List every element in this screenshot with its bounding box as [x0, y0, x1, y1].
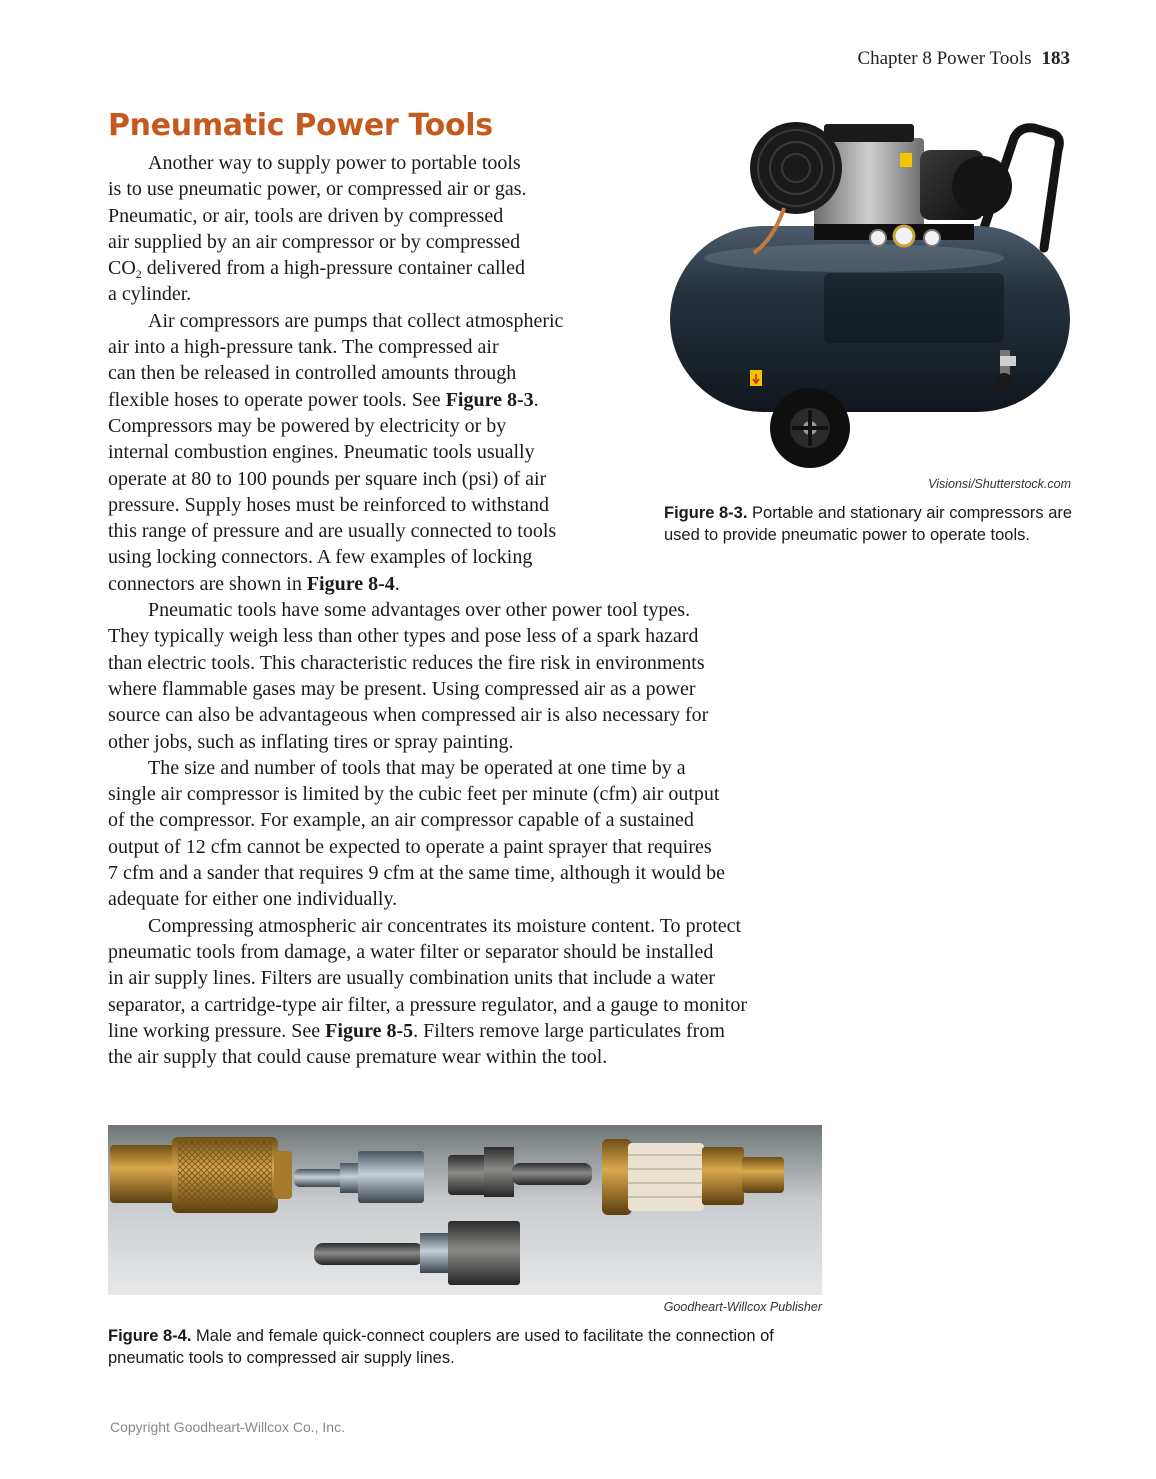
body-line: Air compressors are pumps that collect atmospheric [148, 309, 564, 332]
couplers-image [108, 1125, 822, 1295]
figure-label: Figure 8-3. [664, 504, 748, 522]
section-title: Pneumatic Power Tools [108, 108, 493, 143]
body-line: is to use pneumatic power, or compressed air or gas. [108, 178, 527, 201]
body-text-segment: delivered from a high-pressure container called [141, 257, 525, 280]
body-line [108, 1018, 747, 1044]
body-line [108, 255, 747, 281]
body-line: than electric tools. This characteristic reduces the fire risk in environments [108, 651, 705, 674]
chapter-title: Chapter 8 Power Tools [857, 48, 1032, 69]
body-line: pressure. Supply hoses must be reinforced to withstand [108, 493, 550, 516]
body-line: Pneumatic tools have some advantages over other power tool types. [148, 599, 691, 622]
body-text-segment: flexible hoses to operate power tools. See [108, 388, 446, 411]
gauge [924, 230, 940, 246]
body-line: Pneumatic, or air, tools are driven by compressed [108, 204, 504, 227]
gauge [894, 226, 914, 246]
co2-text: CO [108, 257, 136, 280]
body-text [108, 150, 747, 1070]
body-line: source can also be advantageous when compressed air is also necessary for [108, 704, 709, 727]
body-line: Compressors may be powered by electricity or by [108, 414, 507, 437]
fan-guard [750, 122, 842, 214]
body-line: separator, a cartridge-type air filter, a pressure regulator, and a gauge to monitor [108, 993, 747, 1016]
body-line: 7 cfm and a sander that requires 9 cfm at the same time, although it would be [108, 862, 726, 885]
body-line: operate at 80 to 100 pounds per square inch (psi) of air [108, 467, 547, 490]
body-text-segment: line working pressure. See [108, 1019, 326, 1042]
figure-caption [108, 1325, 828, 1369]
body-line [108, 571, 747, 597]
air-compressor-image [664, 98, 1076, 474]
photo-credit: Goodheart-Willcox Publisher [663, 1300, 822, 1314]
body-line: of the compressor. For example, an air compressor capable of a sustained [108, 809, 694, 832]
co2-subscript: 2 [135, 267, 142, 282]
caption-text: Male and female quick-connect couplers are used to facilitate the connection of pneumatic tools to compressed air supply lines. [108, 1327, 774, 1367]
brass-female-coupler [110, 1137, 292, 1213]
figure-reference: Figure 8-4 [306, 572, 395, 595]
body-line: can then be released in controlled amounts through [108, 362, 517, 385]
body-line: The size and number of tools that may be operated at one time by a [148, 756, 686, 779]
body-line: in air supply lines. Filters are usually combination units that include a water [108, 967, 716, 990]
figure-reference: Figure 8-5 [325, 1019, 414, 1042]
body-line: using locking connectors. A few examples of locking [108, 546, 533, 569]
figure-label: Figure 8-4. [108, 1327, 192, 1345]
body-text-segment: . [394, 572, 400, 595]
caster [995, 373, 1013, 391]
body-text-segment: connectors are shown in [108, 572, 307, 595]
body-text-segment: . Filters remove large particulates from [413, 1019, 725, 1042]
body-line: Compressing atmospheric air concentrates its moisture content. To protect [148, 914, 742, 937]
figure-caption [664, 502, 1074, 546]
body-line: They typically weigh less than other types and pose less of a spark hazard [108, 625, 699, 648]
body-line: single air compressor is limited by the cubic feet per minute (cfm) air output [108, 783, 720, 806]
body-line: air into a high-pressure tank. The compressed air [108, 336, 499, 359]
running-head [857, 48, 1070, 70]
body-line: other jobs, such as inflating tires or spray painting. [108, 730, 514, 753]
body-line [108, 387, 747, 413]
figure-reference: Figure 8-3 [445, 388, 534, 411]
body-line: this range of pressure and are usually connected to tools [108, 520, 557, 543]
body-text-segment: . [533, 388, 539, 411]
body-line: a cylinder. [108, 283, 192, 306]
body-line: the air supply that could cause premature wear within the tool. [108, 1046, 608, 1069]
copyright-notice: Copyright Goodheart-Willcox Co., Inc. [110, 1419, 345, 1435]
gauge [870, 230, 886, 246]
body-line: adequate for either one individually. [108, 888, 398, 911]
photo-credit: Visionsi/Shutterstock.com [928, 477, 1071, 491]
page-number: 183 [1041, 48, 1070, 69]
body-line: Another way to supply power to portable tools [148, 152, 521, 174]
body-line: output of 12 cfm cannot be expected to operate a paint sprayer that requires [108, 835, 712, 858]
body-line: pneumatic tools from damage, a water filter or separator should be installed [108, 940, 714, 963]
body-line: internal combustion engines. Pneumatic tools usually [108, 441, 535, 464]
caption-text: Portable and stationary air compressors are used to provide pneumatic power to operate tools. [664, 504, 1073, 544]
body-line: where flammable gases may be present. Using compressed air as a power [108, 677, 696, 700]
body-line: air supplied by an air compressor or by compressed [108, 230, 521, 253]
